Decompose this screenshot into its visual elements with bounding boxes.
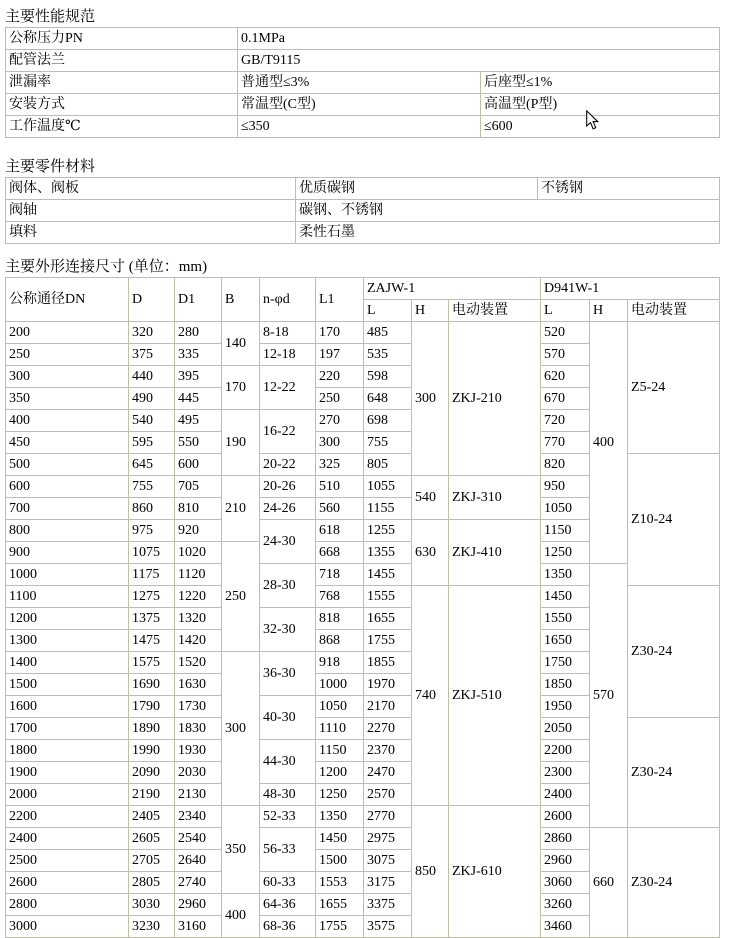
dimensions-table: [5, 277, 720, 938]
table-cell: 12-18: [260, 344, 316, 366]
dimensions-table-body: [6, 322, 720, 938]
table-cell: 2340: [175, 806, 222, 828]
table-cell: 540: [129, 410, 175, 432]
table-cell: 3000: [6, 916, 129, 938]
table-cell: 450: [6, 432, 129, 454]
table-cell: 2540: [175, 828, 222, 850]
table-cell: n-φd: [260, 278, 316, 322]
table-cell: 1755: [364, 630, 412, 652]
table-cell: 1830: [175, 718, 222, 740]
table-cell: 1800: [6, 740, 129, 762]
table-cell: 2800: [6, 894, 129, 916]
table-cell: 170: [316, 322, 364, 344]
table-cell: 1500: [6, 674, 129, 696]
table-cell: Z30-24: [628, 586, 720, 718]
table-cell: 24-30: [260, 520, 316, 564]
table-cell: 1120: [175, 564, 222, 586]
table-cell: 2740: [175, 872, 222, 894]
table-cell: 柔性石墨: [296, 222, 720, 244]
table-cell: 2860: [541, 828, 590, 850]
table-cell: 12-22: [260, 366, 316, 410]
materials-title: 主要零件材料: [5, 159, 96, 175]
table-cell: 1970: [364, 674, 412, 696]
table-cell: 300: [6, 366, 129, 388]
table-cell: 250: [6, 344, 129, 366]
table-cell: 868: [316, 630, 364, 652]
table-cell: 445: [175, 388, 222, 410]
table-cell: H: [412, 300, 449, 322]
table-cell: 2600: [541, 806, 590, 828]
table-cell: 860: [129, 498, 175, 520]
table-cell: 3075: [364, 850, 412, 872]
table-cell: 高温型(P型): [481, 94, 720, 116]
table-cell: 1890: [129, 718, 175, 740]
table-cell: 755: [129, 476, 175, 498]
table-cell: 阀轴: [6, 200, 296, 222]
table-cell: 1555: [364, 586, 412, 608]
table-cell: 40-30: [260, 696, 316, 740]
table-cell: 718: [316, 564, 364, 586]
table-cell: 1150: [541, 520, 590, 542]
table-cell: 950: [541, 476, 590, 498]
table-cell: 2270: [364, 718, 412, 740]
table-cell: 3575: [364, 916, 412, 938]
table-cell: 2400: [6, 828, 129, 850]
table-cell: 2190: [129, 784, 175, 806]
table-cell: 1000: [316, 674, 364, 696]
table-cell: 2570: [364, 784, 412, 806]
table-cell: D: [129, 278, 175, 322]
table-cell: 2960: [541, 850, 590, 872]
table-cell: 755: [364, 432, 412, 454]
table-cell: 570: [590, 564, 628, 828]
table-cell: 1320: [175, 608, 222, 630]
table-cell: 1450: [316, 828, 364, 850]
table-cell: 1420: [175, 630, 222, 652]
table-cell: 2600: [6, 872, 129, 894]
table-cell: 2170: [364, 696, 412, 718]
table-cell: 900: [6, 542, 129, 564]
table-cell: 1020: [175, 542, 222, 564]
table-cell: 1275: [129, 586, 175, 608]
table-cell: 1950: [541, 696, 590, 718]
table-cell: 1455: [364, 564, 412, 586]
table-cell: 1650: [541, 630, 590, 652]
table-cell: 670: [541, 388, 590, 410]
table-cell: 1200: [316, 762, 364, 784]
table-cell: ≤350: [238, 116, 481, 138]
table-cell: 1350: [316, 806, 364, 828]
table-cell: Z30-24: [628, 718, 720, 828]
table-cell: 20-26: [260, 476, 316, 498]
table-cell: 1750: [541, 652, 590, 674]
table-cell: 24-26: [260, 498, 316, 520]
table-cell: 2975: [364, 828, 412, 850]
table-cell: 1350: [541, 564, 590, 586]
table-cell: 1500: [316, 850, 364, 872]
table-cell: 975: [129, 520, 175, 542]
table-cell: 300: [316, 432, 364, 454]
table-cell: 填料: [6, 222, 296, 244]
table-cell: ZKJ-310: [449, 476, 541, 520]
table-cell: 44-30: [260, 740, 316, 784]
table-row: [6, 28, 720, 50]
table-cell: 2130: [175, 784, 222, 806]
table-cell: B: [222, 278, 260, 322]
table-cell: 535: [364, 344, 412, 366]
table-cell: 598: [364, 366, 412, 388]
table-cell: 600: [6, 476, 129, 498]
table-cell: 740: [412, 586, 449, 806]
table-cell: 安装方式: [6, 94, 238, 116]
table-cell: 700: [6, 498, 129, 520]
table-cell: 3060: [541, 872, 590, 894]
table-cell: 320: [129, 322, 175, 344]
table-cell: 1553: [316, 872, 364, 894]
table-cell: 190: [222, 410, 260, 476]
table-cell: 16-22: [260, 410, 316, 454]
table-cell: 1000: [6, 564, 129, 586]
table-cell: 645: [129, 454, 175, 476]
table-cell: 3260: [541, 894, 590, 916]
table-cell: D941W-1: [541, 278, 720, 300]
table-cell: 630: [412, 520, 449, 586]
table-cell: 48-30: [260, 784, 316, 806]
table-cell: 28-30: [260, 564, 316, 608]
table-cell: 648: [364, 388, 412, 410]
table-cell: Z5-24: [628, 322, 720, 454]
performance-spec-title: 主要性能规范: [5, 9, 96, 25]
table-cell: 1250: [541, 542, 590, 564]
table-cell: 2805: [129, 872, 175, 894]
table-cell: 660: [590, 828, 628, 938]
table-cell: 2605: [129, 828, 175, 850]
table-cell: 后座型≤1%: [481, 72, 720, 94]
table-cell: 1220: [175, 586, 222, 608]
table-cell: 2400: [541, 784, 590, 806]
table-row: [6, 200, 720, 222]
table-cell: 1100: [6, 586, 129, 608]
table-cell: 1930: [175, 740, 222, 762]
table-row: [6, 828, 720, 850]
table-cell: 1055: [364, 476, 412, 498]
table-cell: H: [590, 300, 628, 322]
table-cell: 485: [364, 322, 412, 344]
table-cell: 公称通径DN: [6, 278, 129, 322]
table-cell: 1375: [129, 608, 175, 630]
table-cell: 550: [175, 432, 222, 454]
table-cell: 不锈钢: [538, 178, 720, 200]
table-row: [6, 94, 720, 116]
table-row: [6, 278, 720, 300]
table-row: [6, 222, 720, 244]
table-cell: 335: [175, 344, 222, 366]
table-row: [6, 72, 720, 94]
table-cell: 918: [316, 652, 364, 674]
table-cell: 250: [316, 388, 364, 410]
table-cell: ZAJW-1: [364, 278, 541, 300]
table-cell: 350: [222, 806, 260, 894]
table-cell: 1520: [175, 652, 222, 674]
table-cell: 1550: [541, 608, 590, 630]
table-cell: 300: [412, 322, 449, 476]
table-cell: D1: [175, 278, 222, 322]
table-cell: 1690: [129, 674, 175, 696]
table-cell: 2640: [175, 850, 222, 872]
table-cell: 375: [129, 344, 175, 366]
table-cell: L: [364, 300, 412, 322]
table-cell: 140: [222, 322, 260, 366]
table-cell: 440: [129, 366, 175, 388]
table-cell: 2200: [541, 740, 590, 762]
table-cell: 2500: [6, 850, 129, 872]
materials-table: [5, 177, 720, 244]
table-cell: 1110: [316, 718, 364, 740]
table-cell: 1450: [541, 586, 590, 608]
table-cell: 2405: [129, 806, 175, 828]
table-cell: 2030: [175, 762, 222, 784]
table-cell: 595: [129, 432, 175, 454]
table-cell: 805: [364, 454, 412, 476]
table-cell: 600: [175, 454, 222, 476]
table-cell: 1700: [6, 718, 129, 740]
table-cell: 优质碳钢: [296, 178, 538, 200]
table-cell: 698: [364, 410, 412, 432]
dimensions-title: 主要外形连接尺寸 (单位：mm): [5, 259, 208, 275]
table-cell: 818: [316, 608, 364, 630]
table-cell: ZKJ-510: [449, 586, 541, 806]
table-row: [6, 178, 720, 200]
table-cell: 配管法兰: [6, 50, 238, 72]
table-cell: 电动装置: [449, 300, 541, 322]
table-cell: 300: [222, 652, 260, 806]
table-cell: 60-33: [260, 872, 316, 894]
table-cell: 620: [541, 366, 590, 388]
table-cell: 400: [590, 322, 628, 564]
table-cell: 1850: [541, 674, 590, 696]
table-cell: 800: [6, 520, 129, 542]
table-cell: 3175: [364, 872, 412, 894]
table-cell: 400: [6, 410, 129, 432]
table-cell: 1150: [316, 740, 364, 762]
table-cell: 495: [175, 410, 222, 432]
table-cell: 2705: [129, 850, 175, 872]
table-cell: 1200: [6, 608, 129, 630]
table-row: [6, 116, 720, 138]
table-cell: 220: [316, 366, 364, 388]
table-cell: 1300: [6, 630, 129, 652]
table-cell: ZKJ-410: [449, 520, 541, 586]
table-cell: 公称压力PN: [6, 28, 238, 50]
table-cell: L1: [316, 278, 364, 322]
table-cell: 250: [222, 542, 260, 652]
table-cell: 1400: [6, 652, 129, 674]
table-cell: 2000: [6, 784, 129, 806]
table-cell: 1730: [175, 696, 222, 718]
table-cell: 1475: [129, 630, 175, 652]
table-cell: GB/T9115: [238, 50, 720, 72]
table-cell: 常温型(C型): [238, 94, 481, 116]
table-cell: 1755: [316, 916, 364, 938]
table-cell: 20-22: [260, 454, 316, 476]
table-cell: 碳钢、不锈钢: [296, 200, 720, 222]
table-cell: 64-36: [260, 894, 316, 916]
table-cell: 170: [222, 366, 260, 410]
table-cell: 280: [175, 322, 222, 344]
table-cell: 0.1MPa: [238, 28, 720, 50]
table-cell: 820: [541, 454, 590, 476]
table-cell: 850: [412, 806, 449, 938]
table-cell: 3030: [129, 894, 175, 916]
table-cell: 1630: [175, 674, 222, 696]
table-cell: 52-33: [260, 806, 316, 828]
table-cell: 工作温度℃: [6, 116, 238, 138]
table-cell: 1900: [6, 762, 129, 784]
table-cell: 1990: [129, 740, 175, 762]
table-cell: 1855: [364, 652, 412, 674]
table-cell: 32-30: [260, 608, 316, 652]
table-cell: 2200: [6, 806, 129, 828]
table-cell: 1655: [316, 894, 364, 916]
table-cell: 2300: [541, 762, 590, 784]
table-cell: 36-30: [260, 652, 316, 696]
table-cell: 197: [316, 344, 364, 366]
table-cell: 200: [6, 322, 129, 344]
table-cell: 270: [316, 410, 364, 432]
table-cell: 2470: [364, 762, 412, 784]
table-cell: 570: [541, 344, 590, 366]
table-cell: 400: [222, 894, 260, 938]
table-cell: 3160: [175, 916, 222, 938]
table-cell: 2050: [541, 718, 590, 740]
table-cell: 768: [316, 586, 364, 608]
table-row: [6, 564, 720, 586]
table-cell: 3230: [129, 916, 175, 938]
table-cell: 2090: [129, 762, 175, 784]
dimensions-table-header: [6, 278, 720, 322]
table-cell: 3375: [364, 894, 412, 916]
table-cell: 668: [316, 542, 364, 564]
table-cell: 1355: [364, 542, 412, 564]
table-cell: 1050: [541, 498, 590, 520]
table-cell: 1075: [129, 542, 175, 564]
table-cell: 2960: [175, 894, 222, 916]
table-cell: 1155: [364, 498, 412, 520]
table-cell: 普通型≤3%: [238, 72, 481, 94]
table-cell: Z10-24: [628, 454, 720, 586]
table-cell: 8-18: [260, 322, 316, 344]
table-cell: L: [541, 300, 590, 322]
performance-spec-table: [5, 27, 720, 138]
table-cell: 1600: [6, 696, 129, 718]
table-cell: 阀体、阀板: [6, 178, 296, 200]
table-cell: ZKJ-210: [449, 322, 541, 476]
table-cell: 520: [541, 322, 590, 344]
table-cell: 560: [316, 498, 364, 520]
table-cell: Z30-24: [628, 828, 720, 938]
table-cell: 2770: [364, 806, 412, 828]
table-cell: 1790: [129, 696, 175, 718]
table-cell: 810: [175, 498, 222, 520]
table-cell: 510: [316, 476, 364, 498]
table-cell: 1050: [316, 696, 364, 718]
table-cell: 705: [175, 476, 222, 498]
table-cell: 68-36: [260, 916, 316, 938]
table-cell: 618: [316, 520, 364, 542]
table-cell: 395: [175, 366, 222, 388]
table-cell: 1655: [364, 608, 412, 630]
table-cell: 1175: [129, 564, 175, 586]
table-cell: 2370: [364, 740, 412, 762]
table-cell: 720: [541, 410, 590, 432]
table-cell: 泄漏率: [6, 72, 238, 94]
table-cell: 210: [222, 476, 260, 542]
table-cell: 3460: [541, 916, 590, 938]
table-row: [6, 50, 720, 72]
table-cell: 920: [175, 520, 222, 542]
table-cell: 1250: [316, 784, 364, 806]
table-cell: 350: [6, 388, 129, 410]
table-cell: 电动装置: [628, 300, 720, 322]
table-cell: 1255: [364, 520, 412, 542]
table-cell: 1575: [129, 652, 175, 674]
table-cell: 490: [129, 388, 175, 410]
table-cell: ≤600: [481, 116, 720, 138]
table-cell: 770: [541, 432, 590, 454]
table-cell: 540: [412, 476, 449, 520]
table-row: [6, 322, 720, 344]
table-cell: 56-33: [260, 828, 316, 872]
table-cell: 325: [316, 454, 364, 476]
table-cell: ZKJ-610: [449, 806, 541, 938]
table-cell: 500: [6, 454, 129, 476]
